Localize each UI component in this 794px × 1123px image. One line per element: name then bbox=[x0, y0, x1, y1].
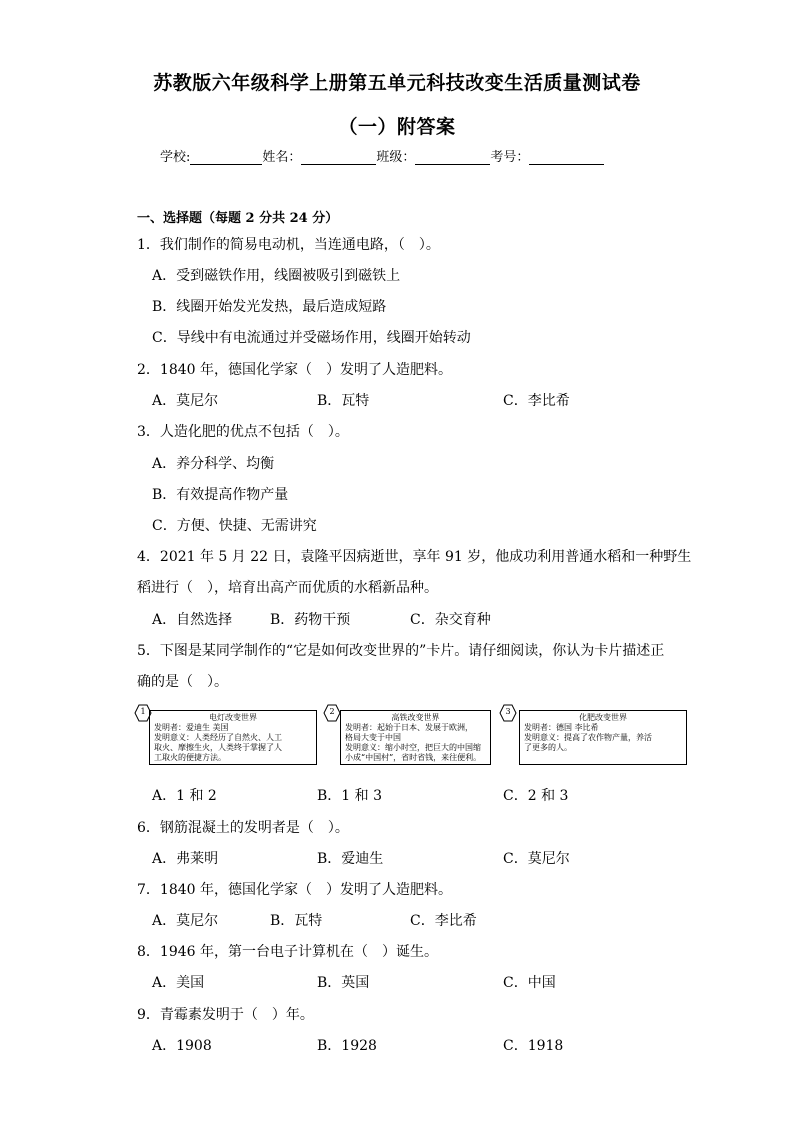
q6-option-a[interactable]: A．弗莱明 bbox=[152, 851, 219, 867]
invention-card-2 bbox=[340, 710, 491, 765]
q1-option-a[interactable]: A．受到磁铁作用，线圈被吸引到磁铁上 bbox=[152, 268, 401, 284]
q4-option-c[interactable]: C．杂交育种 bbox=[410, 612, 491, 628]
q3-option-b[interactable]: B．有效提高作物产量 bbox=[152, 487, 289, 503]
name-label: 姓名： bbox=[262, 150, 302, 165]
q5-option-a[interactable]: A．1 和 2 bbox=[152, 788, 217, 804]
q7-option-b[interactable]: B．瓦特 bbox=[270, 913, 323, 929]
q7-option-c[interactable]: C．李比希 bbox=[410, 913, 477, 929]
card-3-line: 了更多的人。 bbox=[524, 743, 572, 752]
class-label: 班级： bbox=[376, 150, 416, 165]
question-4: 4．2021 年 5 月 22 日，袁隆平因病逝世，享年 91 岁，他成功利用普通水稻和一种野生 bbox=[137, 549, 692, 565]
section-title: 一、选择题（每题 2 分共 24 分） bbox=[137, 211, 339, 226]
q5-option-b[interactable]: B．1 和 3 bbox=[317, 788, 383, 804]
card-3-number-badge: 3 bbox=[499, 704, 517, 722]
q8-option-b[interactable]: B．英国 bbox=[317, 975, 370, 991]
card-2-title: 高铁改变世界 bbox=[391, 713, 440, 722]
question-4-cont: 稻进行（ ），培育出高产而优质的水稻新品种。 bbox=[137, 580, 438, 596]
q7-option-a[interactable]: A．莫尼尔 bbox=[152, 913, 219, 929]
question-9: 9．青霉素发明于（ ）年。 bbox=[137, 1007, 314, 1023]
question-6: 6．钢筋混凝土的发明者是（ ）。 bbox=[137, 820, 349, 836]
card-1-line: 发明意义：人类经历了自然火、人工 bbox=[154, 733, 282, 742]
exam-title-line2: （一）附答案 bbox=[338, 116, 456, 138]
class-blank[interactable] bbox=[415, 150, 490, 165]
invention-card-3 bbox=[519, 710, 687, 765]
q4-option-a[interactable]: A．自然选择 bbox=[152, 612, 233, 628]
q8-option-c[interactable]: C．中国 bbox=[503, 975, 556, 991]
number-label: 考号： bbox=[490, 150, 530, 165]
q9-option-b[interactable]: B．1928 bbox=[317, 1038, 377, 1054]
card-1-number-badge: 1 bbox=[134, 704, 152, 722]
card-3-line: 发明意义：提高了农作物产量，养活 bbox=[524, 733, 652, 742]
question-5-cont: 确的是（ ）。 bbox=[137, 674, 228, 690]
student-info-line bbox=[160, 146, 604, 165]
name-blank[interactable] bbox=[301, 150, 376, 165]
q4-option-b[interactable]: B．药物干预 bbox=[270, 612, 351, 628]
card-1-line: 发明者：爱迪生 美国 bbox=[154, 723, 229, 732]
q3-option-c[interactable]: C．方便、快捷、无需讲究 bbox=[152, 518, 317, 534]
card-2-line: 格局大变于中国 bbox=[345, 733, 401, 742]
q9-option-a[interactable]: A．1908 bbox=[152, 1038, 212, 1054]
card-3-line: 发明者：德国 李比希 bbox=[524, 723, 599, 732]
q1-option-c[interactable]: C．导线中有电流通过并受磁场作用，线圈开始转动 bbox=[152, 330, 471, 346]
card-3-title: 化肥改变世界 bbox=[579, 713, 627, 722]
card-2-line: 发明者：起始于日本、发展于欧洲， bbox=[345, 723, 473, 732]
q5-option-c[interactable]: C．2 和 3 bbox=[503, 788, 569, 804]
school-blank[interactable] bbox=[190, 150, 262, 165]
q9-option-c[interactable]: C．1918 bbox=[503, 1038, 564, 1054]
exam-title-line1: 苏教版六年级科学上册第五单元科技改变生活质量测试卷 bbox=[153, 72, 641, 94]
question-1: 1．我们制作的简易电动机，当连通电路，（ ）。 bbox=[137, 237, 440, 253]
card-2-line: 发明意义：缩小时空，把巨大的中国缩 bbox=[345, 743, 481, 752]
q8-option-a[interactable]: A．美国 bbox=[152, 975, 205, 991]
card-1-line: 取火、摩擦生火，人类终于掌握了人 bbox=[154, 743, 282, 752]
number-blank[interactable] bbox=[529, 150, 604, 165]
q2-option-a[interactable]: A．莫尼尔 bbox=[152, 393, 219, 409]
q6-option-c[interactable]: C．莫尼尔 bbox=[503, 851, 570, 867]
card-1-title: 电灯改变世界 bbox=[209, 713, 257, 722]
question-2: 2．1840 年，德国化学家（ ）发明了人造肥料。 bbox=[137, 362, 452, 378]
invention-cards-figure bbox=[134, 704, 689, 770]
q1-option-b[interactable]: B．线圈开始发光发热，最后造成短路 bbox=[152, 299, 387, 315]
card-2-line: 小成“中国村”，省时省钱，来往便利。 bbox=[345, 753, 482, 762]
question-5: 5．下图是某同学制作的“它是如何改变世界的”卡片。请仔细阅读，你认为卡片描述正 bbox=[137, 643, 665, 659]
card-2-number-badge: 2 bbox=[323, 704, 341, 722]
question-8: 8．1946 年，第一台电子计算机在（ ）诞生。 bbox=[137, 944, 438, 960]
card-1-line: 工取火的便捷方法。 bbox=[154, 753, 226, 762]
invention-card-1 bbox=[149, 710, 317, 765]
question-7: 7．1840 年，德国化学家（ ）发明了人造肥料。 bbox=[137, 882, 452, 898]
q3-option-a[interactable]: A．养分科学、均衡 bbox=[152, 456, 275, 472]
q2-option-c[interactable]: C．李比希 bbox=[503, 393, 570, 409]
q6-option-b[interactable]: B．爱迪生 bbox=[317, 851, 384, 867]
q2-option-b[interactable]: B．瓦特 bbox=[317, 393, 370, 409]
school-label: 学校: bbox=[160, 150, 191, 165]
question-3: 3．人造化肥的优点不包括（ ）。 bbox=[137, 424, 349, 440]
